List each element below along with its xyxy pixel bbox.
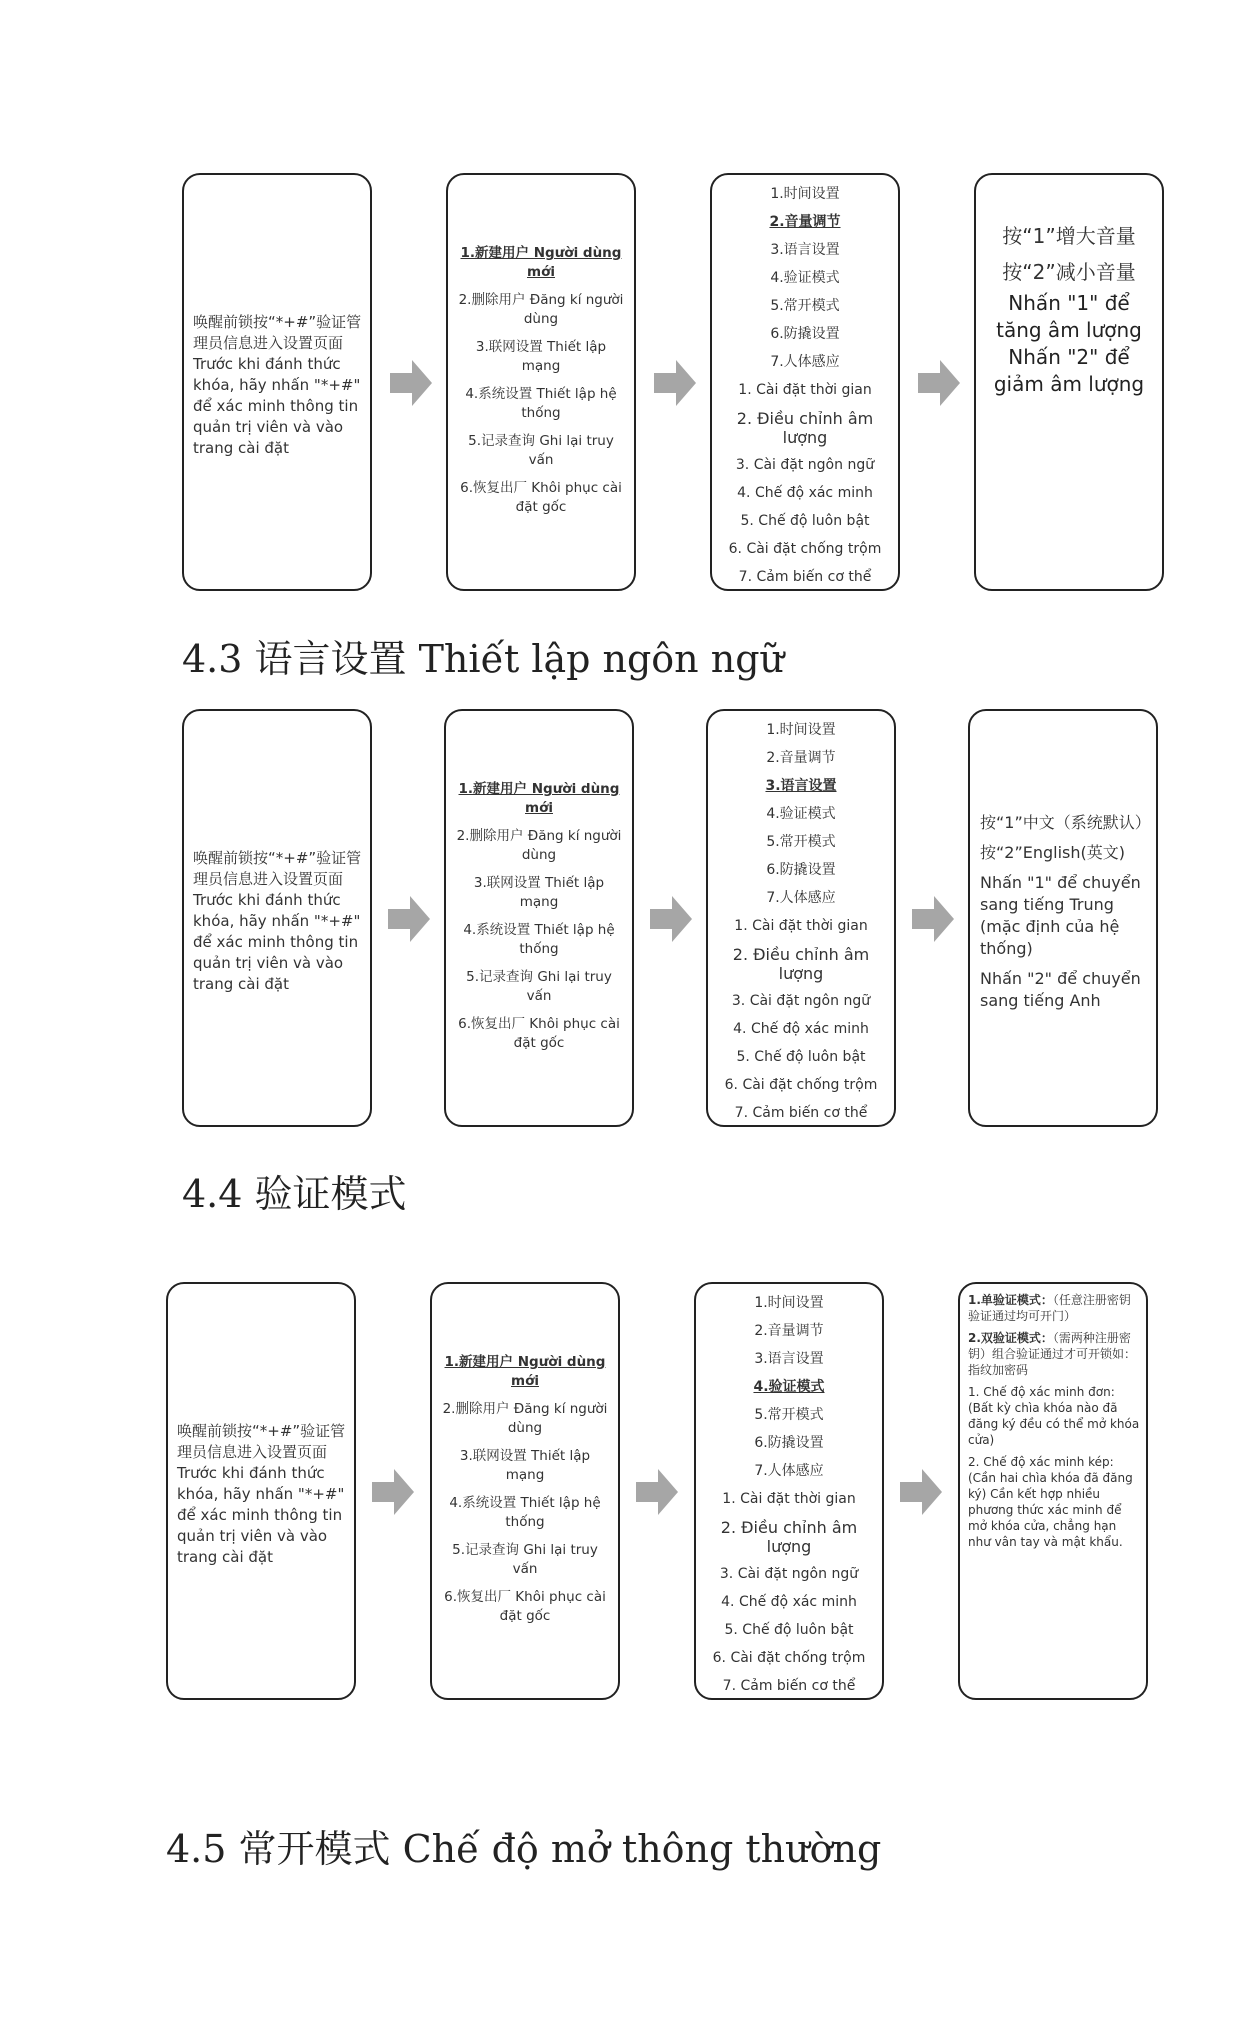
admin-item-1: 1.新建用户 Người dùng mới	[458, 781, 620, 816]
heading-4-4: 4.4 验证模式	[182, 1172, 407, 1216]
verify-zh-1-label: 1.单验证模式：	[968, 1293, 1053, 1307]
row1-wake-text	[193, 312, 365, 459]
sys-vi-4: 4. Chế độ xác minh	[721, 1594, 857, 1610]
row2-system-menu	[716, 721, 886, 1132]
row2-arrow-2-icon	[650, 896, 692, 942]
sys-vi-2: 2. Điều chỉnh âm lượng	[732, 945, 870, 983]
sys-vi-3: 3. Cài đặt ngôn ngữ	[731, 993, 871, 1009]
row2-admin-menu	[454, 780, 624, 1062]
sys-zh-5: 5.常开模式	[766, 834, 836, 850]
admin-item-6: 6.恢复出厂 Khôi phục cài đặt gốc	[444, 1589, 606, 1624]
row1-wake-zh: 唤醒前锁按“*+#”验证管理员信息进入设置页面	[193, 313, 362, 352]
sys-vi-7: 7. Cảm biến cơ thể	[734, 1105, 868, 1121]
lang-zh-2: 按“2”English(英文)	[980, 843, 1126, 862]
sys-zh-7: 7.人体感应	[770, 354, 840, 370]
lang-vi-2: Nhấn "2" để chuyển sang tiếng Anh	[980, 969, 1141, 1010]
row1-admin-menu	[456, 244, 626, 526]
sys-zh-1: 1.时间设置	[754, 1295, 824, 1311]
sys-zh-1: 1.时间设置	[770, 186, 840, 202]
admin-item-1: 1.新建用户 Người dùng mới	[444, 1354, 606, 1389]
verify-zh-1	[968, 1292, 1140, 1324]
volume-zh-1: 按“1”增大音量	[1002, 224, 1136, 248]
admin-item-6: 6.恢复出厂 Khôi phục cài đặt gốc	[460, 480, 622, 515]
row1-arrow-2-icon	[654, 360, 696, 406]
verify-vi-2: 2. Chế độ xác minh kép: (Cần hai chìa khóa đã đăng ký) Cần kết hợp nhiều phương thức xác minh để mở khóa cửa, chẳng hạn như vân tay và mật khẩu.	[968, 1455, 1133, 1549]
row2-arrow-3-icon	[912, 896, 954, 942]
sys-vi-2: 2. Điều chỉnh âm lượng	[736, 409, 874, 447]
verify-zh-2-label: 2.双验证模式：	[968, 1331, 1053, 1345]
sys-zh-2: 2.音量调节	[769, 214, 841, 230]
admin-item-3: 3.联网设置 Thiết lập mạng	[459, 1448, 591, 1483]
heading-4-3: 4.3 语言设置 Thiết lập ngôn ngữ	[182, 637, 785, 681]
sys-zh-6: 6.防撬设置	[754, 1435, 824, 1451]
admin-item-3: 3.联网设置 Thiết lập mạng	[475, 339, 607, 374]
sys-vi-4: 4. Chế độ xác minh	[737, 485, 873, 501]
sys-vi-5: 5. Chế độ luôn bật	[724, 1622, 854, 1638]
lang-vi-1: Nhấn "1" để chuyển sang tiếng Trung (mặc định của hệ thống)	[980, 873, 1141, 958]
sys-zh-3: 3.语言设置	[770, 242, 840, 258]
sys-vi-5: 5. Chế độ luôn bật	[736, 1049, 866, 1065]
row3-wake-text	[177, 1421, 349, 1568]
sys-vi-6: 6. Cài đặt chống trộm	[724, 1077, 878, 1093]
row2-wake-text	[193, 848, 365, 995]
sys-zh-2: 2.音量调节	[766, 750, 836, 766]
sys-zh-7: 7.人体感应	[754, 1463, 824, 1479]
row1-wake-vi: Trước khi đánh thức khóa, hãy nhấn "*+#" để xác minh thông tin quản trị viên và vào trang cài đặt	[193, 355, 361, 457]
row3-arrow-3-icon	[900, 1469, 942, 1515]
sys-zh-4: 4.验证模式	[753, 1379, 825, 1395]
row1-arrow-3-icon	[918, 360, 960, 406]
row1-arrow-1-icon	[390, 360, 432, 406]
sys-zh-3: 3.语言设置	[765, 778, 837, 794]
sys-vi-4: 4. Chế độ xác minh	[733, 1021, 869, 1037]
sys-zh-1: 1.时间设置	[766, 722, 836, 738]
admin-item-6: 6.恢复出厂 Khôi phục cài đặt gốc	[458, 1016, 620, 1051]
row1-system-menu	[720, 185, 890, 596]
sys-vi-6: 6. Cài đặt chống trộm	[712, 1650, 866, 1666]
admin-item-2: 2.删除用户 Đăng kí người dùng	[458, 292, 624, 327]
admin-item-2: 2.删除用户 Đăng kí người dùng	[456, 828, 622, 863]
verify-vi-1: 1. Chế độ xác minh đơn: (Bất kỳ chìa khóa nào đã đăng ký đều có thể mở khóa cửa)	[968, 1385, 1140, 1447]
sys-vi-1: 1. Cài đặt thời gian	[722, 1491, 856, 1507]
admin-item-5: 5.记录查询 Ghi lại truy vấn	[468, 433, 614, 468]
row2-wake-vi: Trước khi đánh thức khóa, hãy nhấn "*+#" để xác minh thông tin quản trị viên và vào trang cài đặt	[193, 891, 361, 993]
sys-vi-7: 7. Cảm biến cơ thể	[738, 569, 872, 585]
row3-wake-vi: Trước khi đánh thức khóa, hãy nhấn "*+#" để xác minh thông tin quản trị viên và vào trang cài đặt	[177, 1464, 345, 1566]
row3-admin-menu	[440, 1353, 610, 1635]
heading-4-5: 4.5 常开模式 Chế độ mở thông thường	[166, 1827, 882, 1871]
verify-zh-1-text: （任意注册密钥验证通过均可开门）	[968, 1293, 1131, 1323]
row3-verify-text	[968, 1292, 1140, 1556]
sys-vi-6: 6. Cài đặt chống trộm	[728, 541, 882, 557]
sys-vi-5: 5. Chế độ luôn bật	[740, 513, 870, 529]
sys-zh-2: 2.音量调节	[754, 1323, 824, 1339]
volume-vi: Nhấn "1" để tăng âm lượng Nhấn "2" để giảm âm lượng	[993, 291, 1145, 396]
admin-item-4: 4.系统设置 Thiết lập hệ thống	[465, 386, 617, 421]
admin-item-4: 4.系统设置 Thiết lập hệ thống	[449, 1495, 601, 1530]
admin-item-5: 5.记录查询 Ghi lại truy vấn	[466, 969, 612, 1004]
volume-zh-2: 按“2”减小音量	[1002, 260, 1136, 284]
row1-volume-text	[984, 218, 1154, 398]
verify-zh-2-text: （需两种注册密钥）组合验证通过才可开锁如：指纹加密码	[968, 1331, 1137, 1377]
sys-zh-6: 6.防撬设置	[770, 326, 840, 342]
sys-zh-4: 4.验证模式	[766, 806, 836, 822]
sys-zh-4: 4.验证模式	[770, 270, 840, 286]
admin-item-3: 3.联网设置 Thiết lập mạng	[473, 875, 605, 910]
admin-item-2: 2.删除用户 Đăng kí người dùng	[442, 1401, 608, 1436]
row2-language-text	[980, 812, 1150, 1020]
admin-item-4: 4.系统设置 Thiết lập hệ thống	[463, 922, 615, 957]
sys-vi-1: 1. Cài đặt thời gian	[734, 918, 868, 934]
sys-vi-3: 3. Cài đặt ngôn ngữ	[719, 1566, 859, 1582]
sys-vi-3: 3. Cài đặt ngôn ngữ	[735, 457, 875, 473]
sys-zh-5: 5.常开模式	[754, 1407, 824, 1423]
sys-zh-3: 3.语言设置	[754, 1351, 824, 1367]
row3-wake-zh: 唤醒前锁按“*+#”验证管理员信息进入设置页面	[177, 1422, 346, 1461]
verify-zh-2	[968, 1330, 1140, 1378]
row3-arrow-2-icon	[636, 1469, 678, 1515]
admin-item-5: 5.记录查询 Ghi lại truy vấn	[452, 1542, 598, 1577]
sys-zh-6: 6.防撬设置	[766, 862, 836, 878]
sys-vi-1: 1. Cài đặt thời gian	[738, 382, 872, 398]
sys-vi-2: 2. Điều chỉnh âm lượng	[720, 1518, 858, 1556]
sys-zh-5: 5.常开模式	[770, 298, 840, 314]
admin-item-1: 1.新建用户 Người dùng mới	[460, 245, 622, 280]
row2-wake-zh: 唤醒前锁按“*+#”验证管理员信息进入设置页面	[193, 849, 362, 888]
row3-system-menu	[704, 1294, 874, 1705]
lang-zh-1: 按“1”中文（系统默认）	[980, 813, 1151, 832]
row3-arrow-1-icon	[372, 1469, 414, 1515]
sys-zh-7: 7.人体感应	[766, 890, 836, 906]
row2-arrow-1-icon	[388, 896, 430, 942]
sys-vi-7: 7. Cảm biến cơ thể	[722, 1678, 856, 1694]
